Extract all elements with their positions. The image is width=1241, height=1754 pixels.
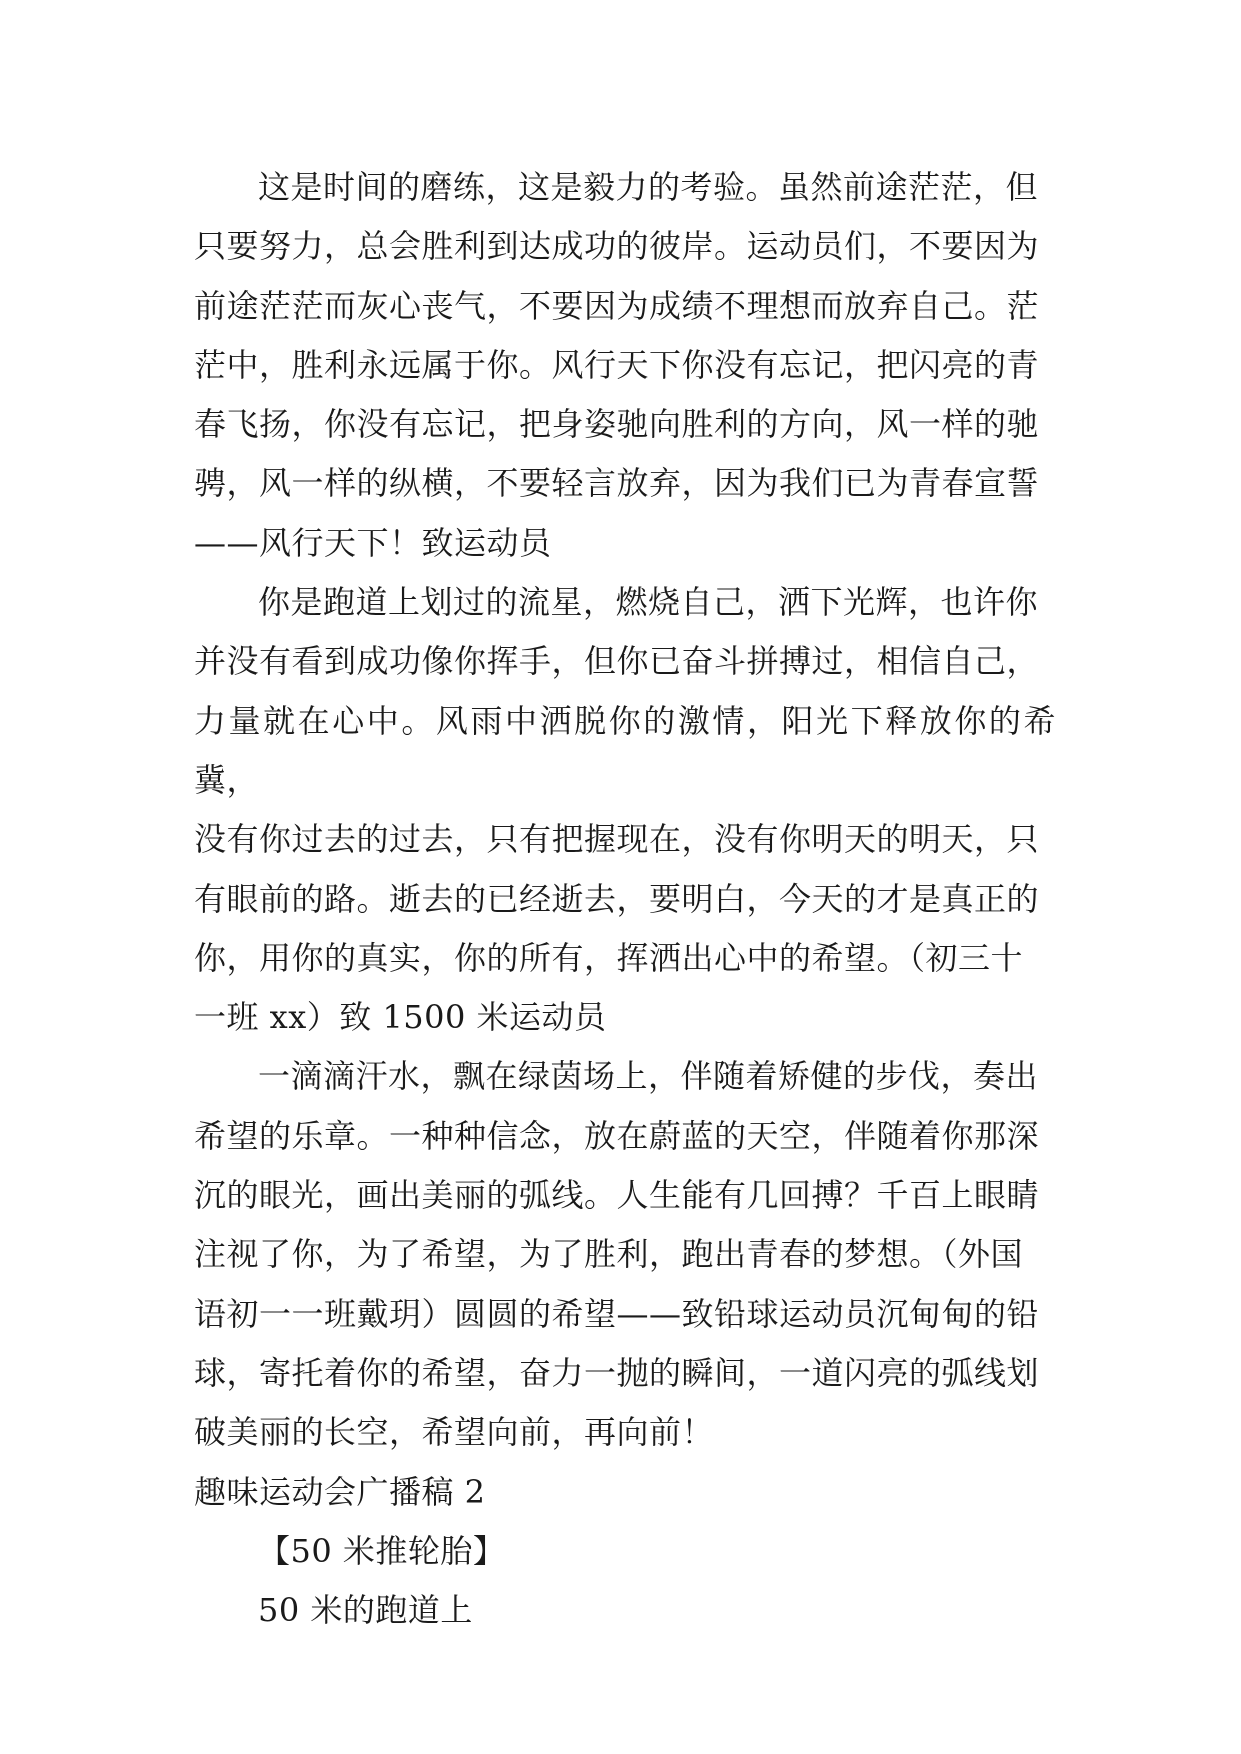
paragraph-last: 50 米的跑道上: [258, 1591, 473, 1630]
section-title: 趣味运动会广播稿 2: [194, 1472, 486, 1511]
document-body: [194, 158, 1056, 1640]
paragraph-1: 这是时间的磨练，这是毅力的考验。虽然前途茫茫，但 只要努力，总会胜利到达成功的彼岸。运动员们，不要因为 前途茫茫而灰心丧气，不要因为成绩不理想而放弃自己。茫 茫中，胜利永远属于你。风行天下你没有忘记，把闪亮的青 春飞扬，你没有忘记，把身姿驰向胜利的方向，风一样的驰 骋，风一样的纵横，不要轻言放弃，因为我们已为青春宣誓 ——风行天下！致运动员: [194, 168, 1040, 562]
paragraph-2: 你是跑道上划过的流星，燃烧自己，洒下光辉，也许你 并没有看到成功像你挥手，但你已奋斗拼搏过，相信自己， 力量就在心中。风雨中洒脱你的激情，阳光下释放你的希冀， 没有你过去的过去，只有把握现在，没有你明天的明天，只 有眼前的路。逝去的已经逝去，要明白，今天的才是真正的 你，用你的真实，你的所有，挥洒出心中的希望。（初三十 一班 xx）致 1500 米运动员: [194, 583, 1056, 1037]
paragraph-3: 一滴滴汗水，飘在绿茵场上，伴随着矫健的步伐，奏出 希望的乐章。一种种信念，放在蔚蓝的天空，伴随着你那深 沉的眼光，画出美丽的弧线。人生能有几回搏？千百上眼睛 注视了你，为了希望，为了胜利，跑出青春的梦想。（外国 语初一一班戴玥）圆圆的希望——致铅球运动员沉甸甸的铅 球，寄托着你的希望，奋力一抛的瞬间，一道闪亮的弧线划 破美丽的长空，希望向前，再向前！: [194, 1057, 1040, 1452]
section-subtitle: 【50 米推轮胎】: [258, 1531, 506, 1570]
